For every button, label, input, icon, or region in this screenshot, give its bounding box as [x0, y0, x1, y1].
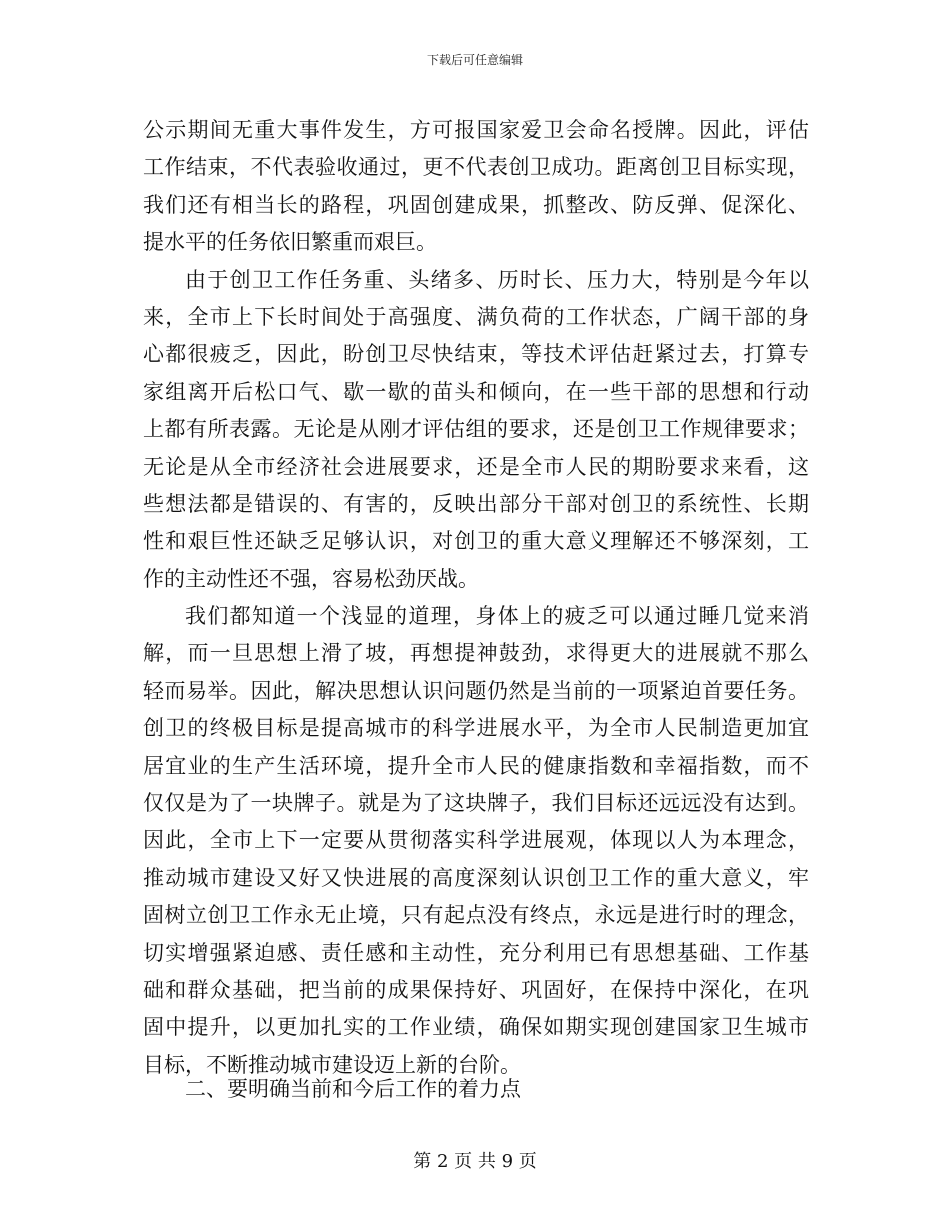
text-line: 由于创卫工作任务重、头绪多、历时长、压力大，特别是今年以: [185, 267, 809, 292]
text-line: 作的主动性还不强，容易松劲厌战。: [143, 566, 479, 591]
text-line: 目标，不断推动城市建设迈上新的台阶。: [143, 1052, 521, 1077]
paragraph-1: [143, 112, 809, 262]
text-line: 公示期间无重大事件发生，方可报国家爱卫会命名授牌。因此，评估: [143, 118, 809, 142]
text-line: 础和群众基础，把当前的成果保持好、巩固好，在保持中深化，在巩: [143, 977, 809, 1002]
text-line: 提水平的任务依旧繁重而艰巨。: [143, 230, 437, 255]
page-header: 下载后可任意编辑: [426, 53, 523, 67]
text-line: 无论是从全市经济社会进展要求，还是全市人民的期盼要求来看，这: [143, 454, 809, 479]
text-line: 工作结束，不代表验收通过，更不代表创卫成功。距离创卫目标实现，: [143, 155, 809, 180]
text-line: 仅仅是为了一块牌子。就是为了这块牌子，我们目标还远远没有达到。: [143, 791, 809, 816]
text-line: 我们还有相当长的路程，巩固创建成果，抓整改、防反弹、促深化、: [143, 192, 809, 217]
text-line: 解，而一旦思想上滑了坡，再想提神鼓劲，求得更大的进展就不那么: [143, 641, 809, 666]
paragraph-3: [143, 598, 809, 1084]
text-line: 我们都知道一个浅显的道理，身体上的疲乏可以通过睡几觉来消: [185, 604, 809, 629]
text-line: 上都有所表露。无论是从刚才评估组的要求，还是创卫工作规律要求；: [143, 417, 809, 442]
text-line: 性和艰巨性还缺乏足够认识，对创卫的重大意义理解还不够深刻，工: [143, 529, 809, 554]
document-body: [143, 112, 809, 1084]
text-line: 轻而易举。因此，解决思想认识问题仍然是当前的一项紧迫首要任务。: [143, 678, 809, 703]
paragraph-2: [143, 262, 809, 599]
section-heading: 二、要明确当前和今后工作的着力点: [185, 1077, 521, 1101]
text-line: 因此，全市上下一定要从贯彻落实科学进展观，体现以人为本理念，: [143, 828, 809, 853]
page-number-footer: 第 2 页 共 9 页: [413, 1151, 537, 1172]
text-line: 固树立创卫工作永无止境，只有起点没有终点，永远是进行时的理念，: [143, 903, 809, 928]
text-line: 推动城市建设又好又快进展的高度深刻认识创卫工作的重大意义，牢: [143, 865, 809, 890]
text-line: 切实增强紧迫感、责任感和主动性，充分利用已有思想基础、工作基: [143, 940, 809, 965]
text-line: 来，全市上下长时间处于高强度、满负荷的工作状态，广阔干部的身: [143, 304, 809, 329]
text-line: 些想法都是错误的、有害的，反映出部分干部对创卫的系统性、长期: [143, 491, 809, 516]
text-line: 心都很疲乏，因此，盼创卫尽快结束，等技术评估赶紧过去，打算专: [143, 342, 809, 367]
text-line: 居宜业的生产生活环境，提升全市人民的健康指数和幸福指数，而不: [143, 753, 809, 778]
text-line: 家组离开后松口气、歇一歇的苗头和倾向，在一些干部的思想和行动: [143, 379, 809, 404]
text-line: 创卫的终极目标是提高城市的科学进展水平，为全市人民制造更加宜: [143, 716, 809, 741]
text-line: 固中提升，以更加扎实的工作业绩，确保如期实现创建国家卫生城市: [143, 1015, 809, 1040]
